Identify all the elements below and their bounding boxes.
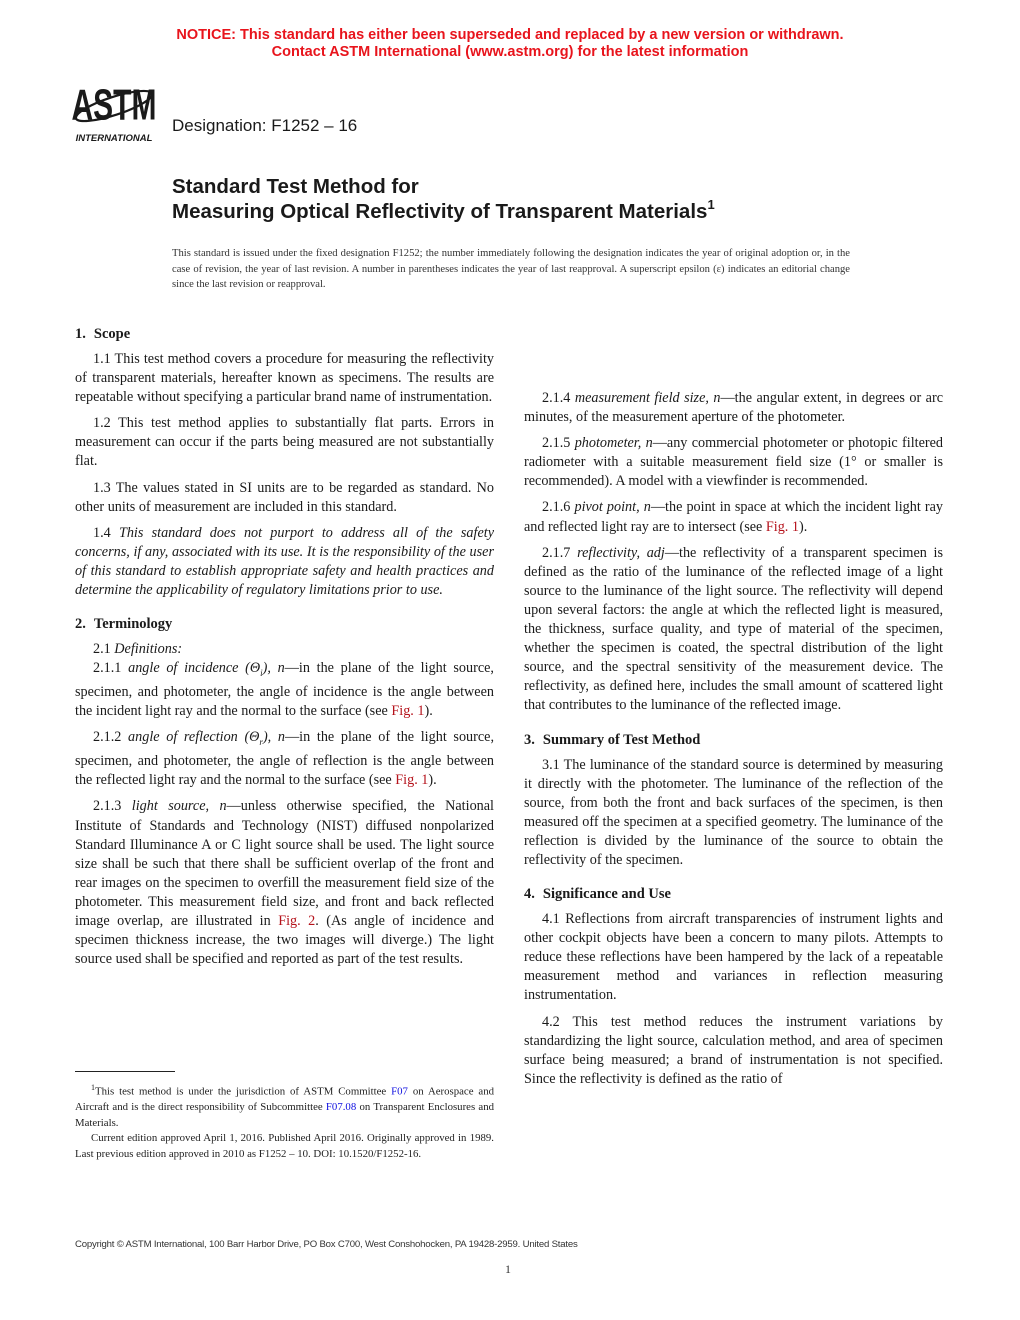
section-heading-scope: 1. Scope	[75, 326, 131, 342]
paragraph-1-4: 1.4 This standard does not purport to address all of the safety concerns, if any, associated with its use. It is the responsibility of the user of this standard to establish appropriate safety and health practices and determine the applicability of regulatory limitations prior to use.	[75, 524, 494, 599]
paragraph-4-1: 4.1 Reflections from aircraft transparencies of instrument lights and other cockpit objects have been a concern to many pilots. Attempts to reduce these reflections have been hampered by the lack of a repeatable measurement method and variances in reflection measuring instrumentation.	[524, 911, 943, 1004]
definition-2-1-7: 2.1.7 reflectivity, adj—the reflectivity of a transparent specimen is defined as the ratio of the luminance of the reflected image of a light source to the luminance of the light source. The reflectivity will depend upon several factors: the angle at which the reflected light is measured, the thickness, surface quality, and type of material of the specimen, whether the specimen is coated, the spectral distribution of the light source, and the spectral sensitivity of the measurement device. The reflectivity, as defined here, includes the small amount of scattered light that contributes to the luminance of the reflected image.	[524, 544, 943, 714]
section-heading-terminology: 2. Terminology	[75, 616, 173, 633]
svg-text:ASTM: ASTM	[71, 79, 157, 129]
title-line-1: Standard Test Method for	[172, 175, 419, 198]
paragraph-1-1: 1.1 This test method covers a procedure for measuring the reflectivity of transparent materials, hereafter known as specimens. The results are repeatable without specifying a particular brand name of instrumentation.	[75, 351, 494, 406]
definition-2-1-4: 2.1.4 measurement field size, n—the angular extent, in degrees or arc minutes, of the measurement aperture of the photometer.	[524, 390, 944, 426]
issued-note: This standard is issued under the fixed designation F1252; the number immediately following the designation indicates the year of original adoption or, in the case of revision, the year of last revision. A number in parentheses indicates the year of last reapproval. A superscript epsilon (ε) indicates an editorial change since the last revision or reapproval.	[172, 248, 850, 290]
designation: Designation: F1252 – 16	[172, 116, 358, 135]
title-text: Measuring Optical Reflectivity of Transparent Materials	[172, 200, 708, 223]
fig-1-link[interactable]: Fig. 1	[395, 772, 429, 789]
title-footnote-mark[interactable]: 1	[707, 197, 715, 212]
right-column	[524, 325, 943, 1096]
section-heading-significance: 4. Significance and Use	[524, 886, 671, 903]
definition-2-1-3-continued	[524, 325, 943, 382]
definition-2-1-5: 2.1.5 photometer, n—any commercial photometer or photopic filtered radiometer with a suitable measurement field size (1° or smaller is recommended). A model with a viewfinder is recommended.	[524, 435, 944, 490]
paragraph-1-3: 1.3 The values stated in SI units are to be regarded as standard. No other units of measurement are included in this standard.	[75, 479, 494, 515]
fig-1-link[interactable]: Fig. 1	[391, 703, 425, 720]
definition-2-1-1: 2.1.1 angle of incidence $(\Theta_i)$, n—in the plane of the light source, specimen, and photometer, the angle of incidence is the angle between the incident light ray and the normal to the surface (see Fig. 1).	[75, 660, 494, 720]
definition-2-1-6: 2.1.6 pivot point, n—the point in space at which the incident light ray and reflected light ray are to intersect (see Fig. 1).	[524, 499, 943, 535]
definition-2-1-2: 2.1.2 angle of reflection $(\Theta_r)$, n—in the plane of the light source, specimen, and photometer, the angle of reflection is the angle between the reflected light ray and the normal to the surface (see Fig. 1).	[75, 729, 494, 789]
subcommittee-f07-08-link[interactable]: F07.08	[325, 1101, 357, 1114]
definition-2-1-3: 2.1.3 light source, n—unless otherwise specified, the National Institute of Standards and Technology (NIST) diffused nonpolarized Standard Illuminance A or C light source shall be used. The light source size shall be such that there shall be sufficient overlap of the front and rear images on the specimen to overfill the measurement field size of the photometer. This measurement field size, and front and back reflected image overlap, are illustrated in Fig. 2. (As angle of incidence and specimen thickness increase, the two images will diverge.) The light source used shall be specified and reported as part of the test results.	[75, 798, 494, 968]
section-heading-summary: 3. Summary of Test Method	[524, 731, 701, 748]
notice-line-1: NOTICE: This standard has either been superseded and replaced by a new version or withdrawn.	[176, 27, 844, 43]
document-title	[172, 174, 715, 224]
astm-logo	[68, 76, 164, 144]
copyright-line: Copyright © ASTM International, 100 Barr Harbor Drive, PO Box C700, West Conshohocken, PA 19428-2959. United States	[75, 1239, 578, 1250]
paragraph-2-1: 2.1 Definitions:	[93, 641, 183, 658]
fig-1-link[interactable]: Fig. 1	[765, 518, 799, 535]
footnote	[75, 1080, 494, 1163]
astm-logo-icon	[68, 76, 164, 144]
paragraph-1-2: 1.2 This test method applies to substantially flat parts. Errors in measurement can occur if the parts being measured are not substantially flat.	[75, 415, 494, 470]
page-number: 1	[505, 1262, 511, 1276]
left-column	[75, 325, 494, 970]
footnote-divider	[75, 1071, 175, 1072]
committee-f07-link[interactable]: F07	[391, 1085, 408, 1098]
fig-2-link[interactable]: Fig. 2	[278, 913, 316, 929]
svg-text:INTERNATIONAL: INTERNATIONAL	[75, 133, 153, 144]
footnote-1: $^1$This test method is under the jurisdiction of ASTM Committee F07 on Aerospace and Aircraft and is the direct responsibility of Subcommittee F07.08 on Transparent Enclosures and Materials.	[75, 1083, 494, 1129]
paragraph-3-1: 3.1 The luminance of the standard source is determined by measuring it directly with the photometer. The luminance of the reflection of the source, from both the front and back surfaces of the specimen, is then measured off the specimen at a specified geometry. The luminance of the reflection is divided by the luminance of the source to obtain the reflectivity of the specimen.	[524, 756, 943, 868]
notice-line-2: Contact ASTM International (www.astm.org) for the latest information	[271, 44, 749, 60]
title-line-2	[172, 199, 715, 224]
edition-note: Current edition approved April 1, 2016. Published April 2016. Originally approved in 1989. Last previous edition approved in 2010 as F1252 – 10. DOI: 10.1520/F1252-16.	[75, 1132, 494, 1160]
supersede-notice	[0, 27, 1020, 61]
paragraph-4-2: 4.2 This test method reduces the instrument variations by standardizing the light source, calculation method, and area of specimen surface being measured; a brand of instrumentation is not specified. Since the reflectivity is defined as the ratio of	[524, 1013, 943, 1087]
